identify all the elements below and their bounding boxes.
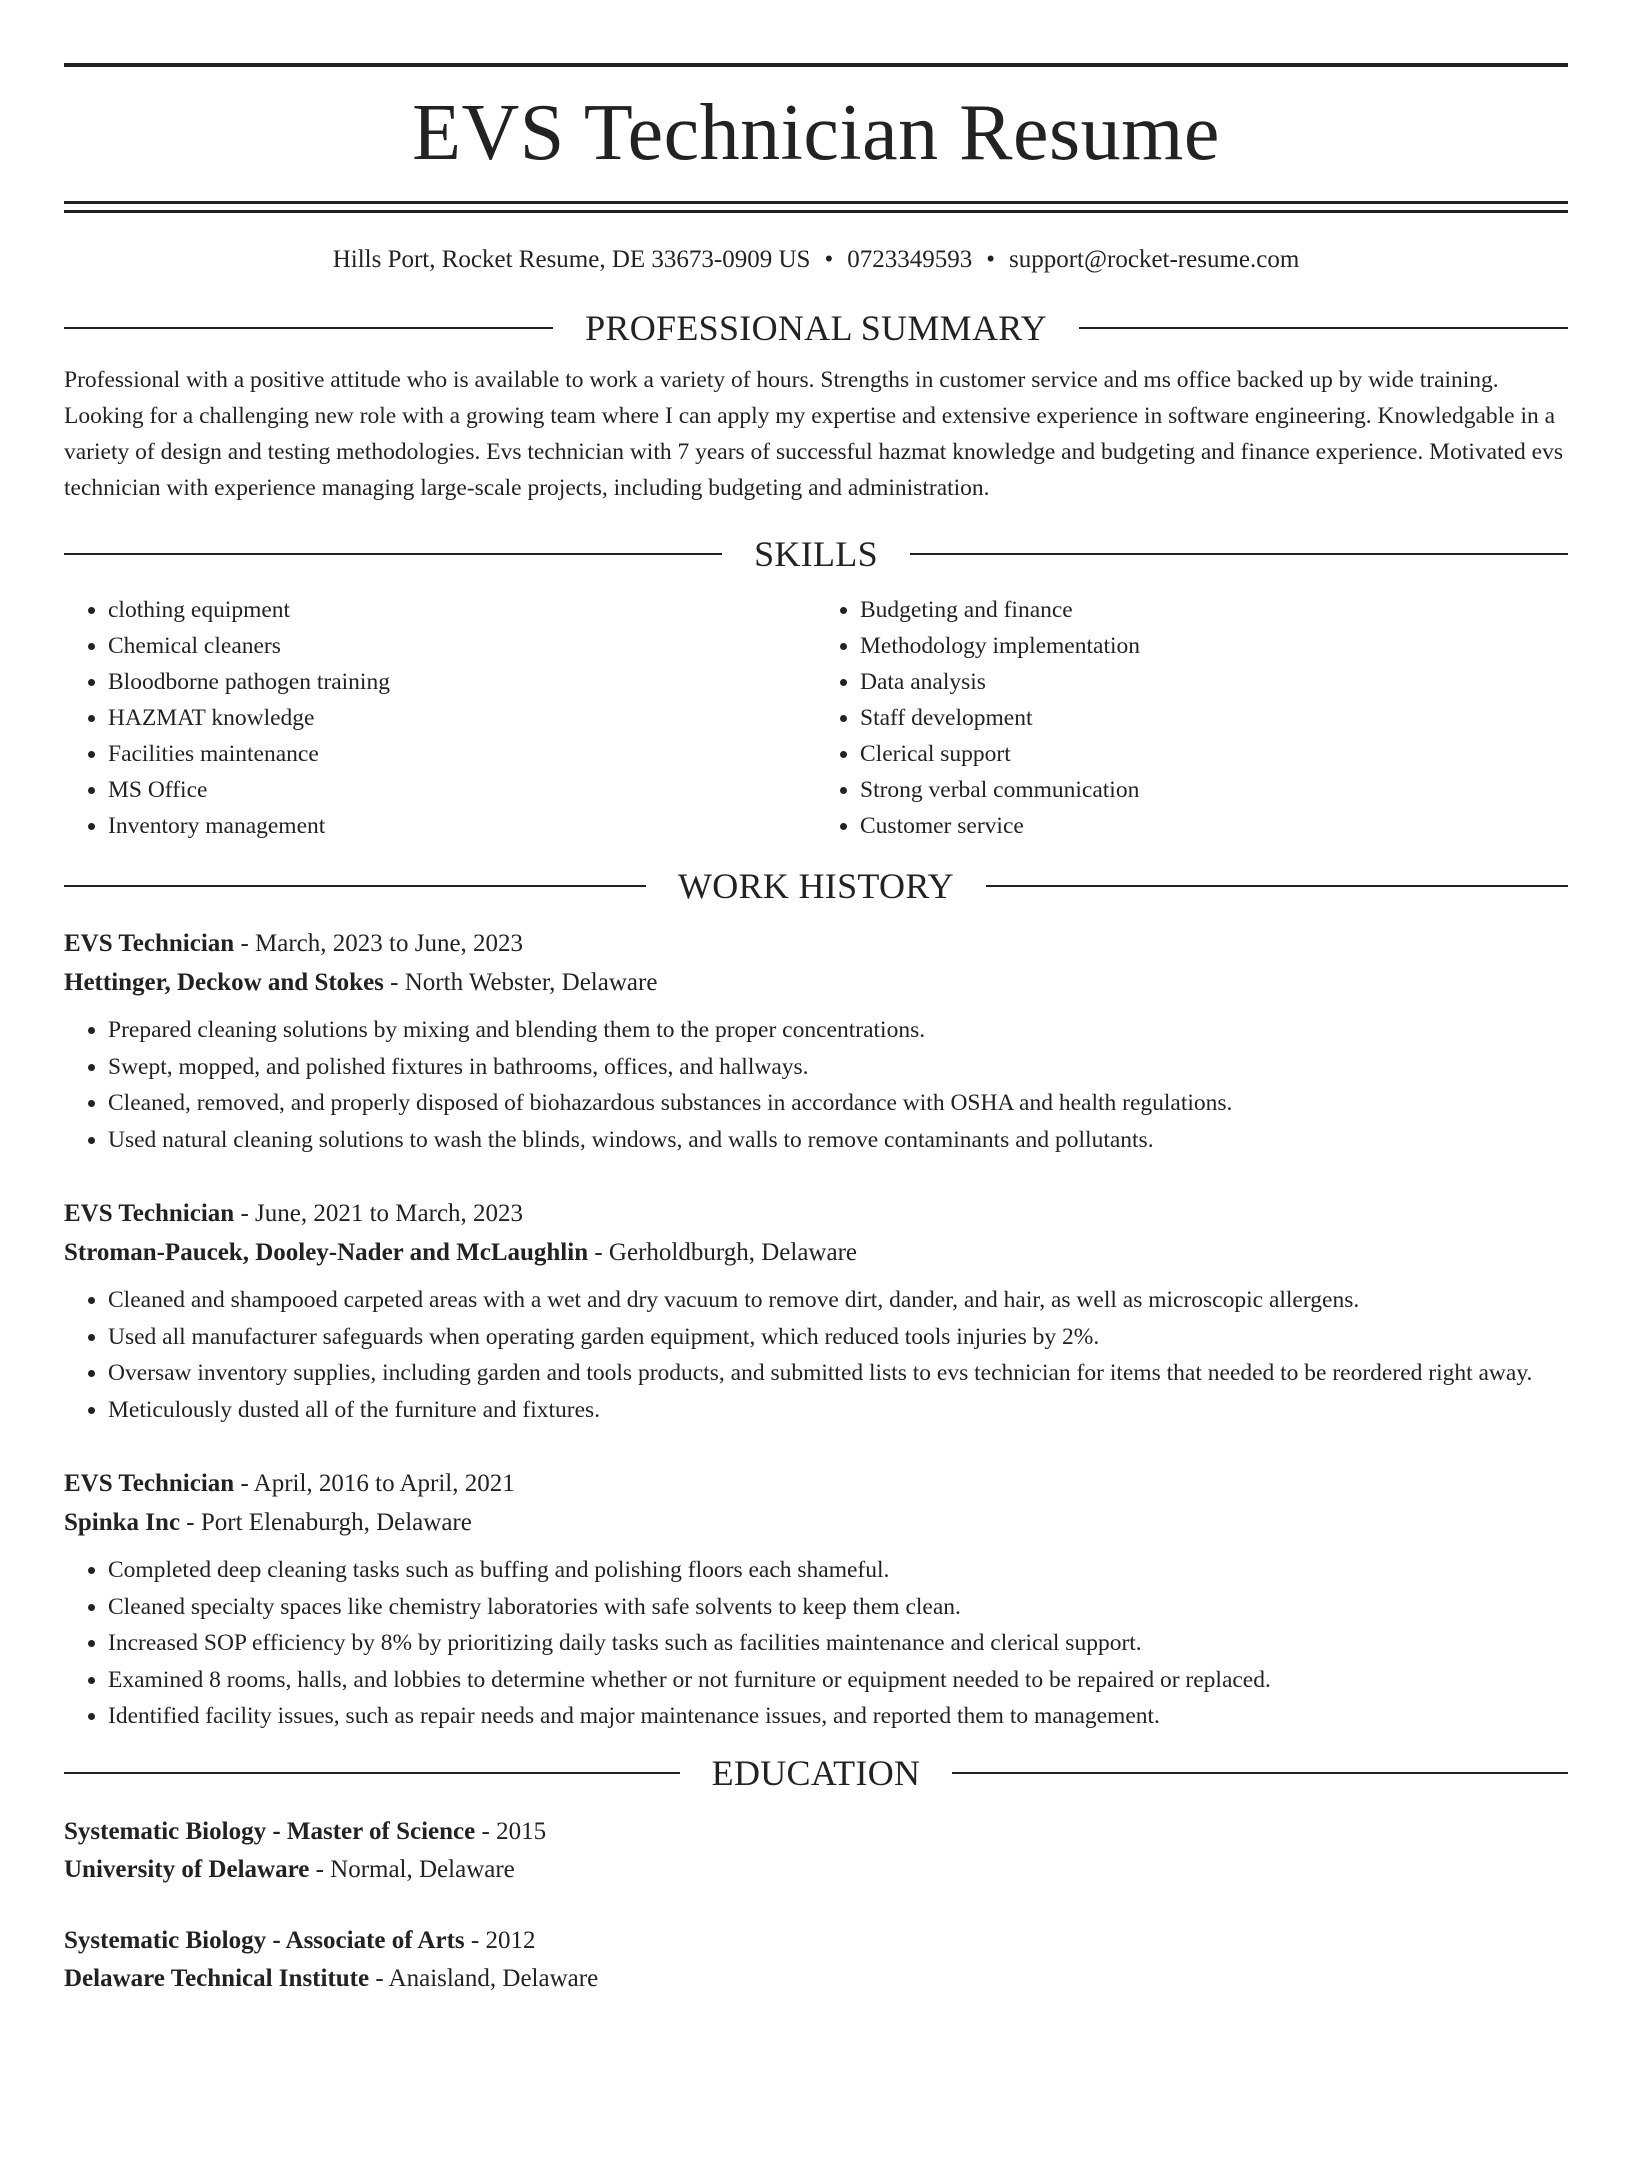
skill-item: • Customer service [860, 808, 1568, 844]
skill-item: • Facilities maintenance [108, 736, 816, 772]
education-school-line [64, 1851, 1568, 1889]
section-title-education: EDUCATION [711, 1752, 921, 1793]
section-divider [64, 1772, 680, 1774]
job-bullet: • Meticulously dusted all of the furniture and fixtures. [108, 1392, 1568, 1429]
skill-item: • Methodology implementation [860, 628, 1568, 664]
education-school: University of Delaware [64, 1855, 310, 1883]
section-divider [64, 553, 722, 555]
job-title: EVS Technician [64, 930, 235, 957]
job-dates: - March, 2023 to June, 2023 [234, 930, 524, 957]
section-divider [64, 885, 646, 887]
skill-item: • Chemical cleaners [108, 628, 816, 664]
job-bullet: • Swept, mopped, and polished fixtures in bathrooms, offices, and hallways. [108, 1049, 1568, 1086]
job-bullet: • Cleaned and shampooed carpeted areas with a wet and dry vacuum to remove dirt, dander, and hair, as well as microscopic allergens. [108, 1282, 1568, 1319]
job-bullet: • Oversaw inventory supplies, including garden and tools products, and submitted lists to evs technician for items that needed to be reordered right away. [108, 1355, 1568, 1392]
job-location: - North Webster, Delaware [383, 969, 658, 996]
job-company: Stroman-Paucek, Dooley-Nader and McLaughlin [64, 1239, 589, 1266]
education-location: - Normal, Delaware [309, 1855, 515, 1883]
education-degree-line [64, 1922, 1568, 1960]
section-divider [64, 327, 553, 329]
section-header-skills [64, 532, 1568, 576]
top-rule [64, 63, 1568, 67]
education-year: - 2015 [475, 1817, 547, 1845]
skill-item: • Clerical support [860, 736, 1568, 772]
contact-phone: 0723349593 [847, 246, 973, 273]
summary-text: Professional with a positive attitude who is available to work a variety of hours. Strengths in customer service and ms office backed up by wide training. Looking for a challenging new role with a growing team where I can apply my expertise and extensive experience in software engineering. Knowledgable in a variety of design and testing methodologies. Evs technician with 7 years of successful hazmat knowledge and budgeting and finance experience. Motivated evs technician with experience managing large-scale projects, including budgeting and administration. [64, 367, 1563, 501]
skill-item: • HAZMAT knowledge [108, 700, 816, 736]
title-double-rule [64, 201, 1568, 213]
education-entry [64, 1922, 1568, 1998]
job-bullets [64, 1012, 1568, 1158]
job-title: EVS Technician [64, 1200, 235, 1227]
job-title-line [64, 1194, 1568, 1233]
contact-email[interactable]: support@rocket-resume.com [1009, 246, 1300, 273]
job-bullet: • Increased SOP efficiency by 8% by prioritizing daily tasks such as facilities maintenance and clerical support. [108, 1625, 1568, 1662]
job-entry [64, 924, 1568, 1158]
job-location: - Port Elenaburgh, Delaware [180, 1509, 472, 1536]
contact-separator: • [986, 246, 995, 273]
skill-item: • Data analysis [860, 664, 1568, 700]
education-degree-line [64, 1813, 1568, 1851]
job-bullet: • Identified facility issues, such as repair needs and major maintenance issues, and reported them to management. [108, 1698, 1568, 1735]
section-divider [986, 885, 1568, 887]
section-title-summary: PROFESSIONAL SUMMARY [585, 308, 1047, 348]
job-bullet: • Cleaned specialty spaces like chemistry laboratories with safe solvents to keep them clean. [108, 1589, 1568, 1626]
section-header-summary [64, 306, 1568, 350]
job-company: Spinka Inc [64, 1509, 181, 1536]
resume-page [0, 63, 1632, 2175]
job-location: - Gerholdburgh, Delaware [588, 1239, 857, 1266]
contact-address: Hills Port, Rocket Resume, DE 33673-0909 US [332, 246, 811, 273]
section-divider [910, 553, 1568, 555]
job-bullet: • Used natural cleaning solutions to wash the blinds, windows, and walls to remove contaminants and pollutants. [108, 1122, 1568, 1159]
job-company-line [64, 1503, 1568, 1542]
education-location: - Anaisland, Delaware [369, 1964, 599, 1992]
job-title-line [64, 924, 1568, 963]
job-entry [64, 1464, 1568, 1735]
skill-item: • clothing equipment [108, 592, 816, 628]
job-bullet: • Prepared cleaning solutions by mixing and blending them to the proper concentrations. [108, 1012, 1568, 1049]
job-bullet: • Used all manufacturer safeguards when operating garden equipment, which reduced tools injuries by 2%. [108, 1319, 1568, 1356]
skill-item: • Strong verbal communication [860, 772, 1568, 808]
education-entry [64, 1813, 1568, 1889]
job-company-line [64, 963, 1568, 1002]
section-header-work [64, 864, 1568, 908]
skills-list-left [64, 592, 816, 844]
job-bullets [64, 1282, 1568, 1428]
job-bullet: • Cleaned, removed, and properly disposed of biohazardous substances in accordance with OSHA and health regulations. [108, 1085, 1568, 1122]
resume-title: EVS Technician Resume [412, 89, 1220, 177]
section-divider [952, 1772, 1568, 1774]
job-title: EVS Technician [64, 1470, 235, 1497]
section-divider [1079, 327, 1568, 329]
section-title-work: WORK HISTORY [678, 866, 954, 906]
job-bullet: • Examined 8 rooms, halls, and lobbies to determine whether or not furniture or equipment needed to be repaired or replaced. [108, 1662, 1568, 1699]
skill-item: • Bloodborne pathogen training [108, 664, 816, 700]
education-school: Delaware Technical Institute [64, 1964, 370, 1992]
job-company-line [64, 1233, 1568, 1272]
education-degree: Systematic Biology - Master of Science [64, 1817, 476, 1845]
education-degree: Systematic Biology - Associate of Arts [64, 1926, 465, 1954]
skills-list-right [816, 592, 1568, 844]
section-title-skills: SKILLS [754, 534, 878, 574]
job-title-line [64, 1464, 1568, 1503]
section-header-education [64, 1751, 1568, 1795]
contact-line [64, 244, 1568, 276]
contact-separator: • [824, 246, 834, 273]
skills-columns [64, 592, 1568, 844]
education-school-line [64, 1960, 1568, 1998]
job-company: Hettinger, Deckow and Stokes [64, 969, 384, 996]
job-bullet: • Completed deep cleaning tasks such as buffing and polishing floors each shameful. [108, 1552, 1568, 1589]
skill-item: • Budgeting and finance [860, 592, 1568, 628]
job-bullets [64, 1552, 1568, 1735]
job-dates: - April, 2016 to April, 2021 [234, 1470, 515, 1497]
skill-item: • Staff development [860, 700, 1568, 736]
job-dates: - June, 2021 to March, 2023 [234, 1200, 524, 1227]
job-entry [64, 1194, 1568, 1428]
education-year: - 2012 [464, 1926, 536, 1954]
skill-item: • Inventory management [108, 808, 816, 844]
skill-item: • MS Office [108, 772, 816, 808]
